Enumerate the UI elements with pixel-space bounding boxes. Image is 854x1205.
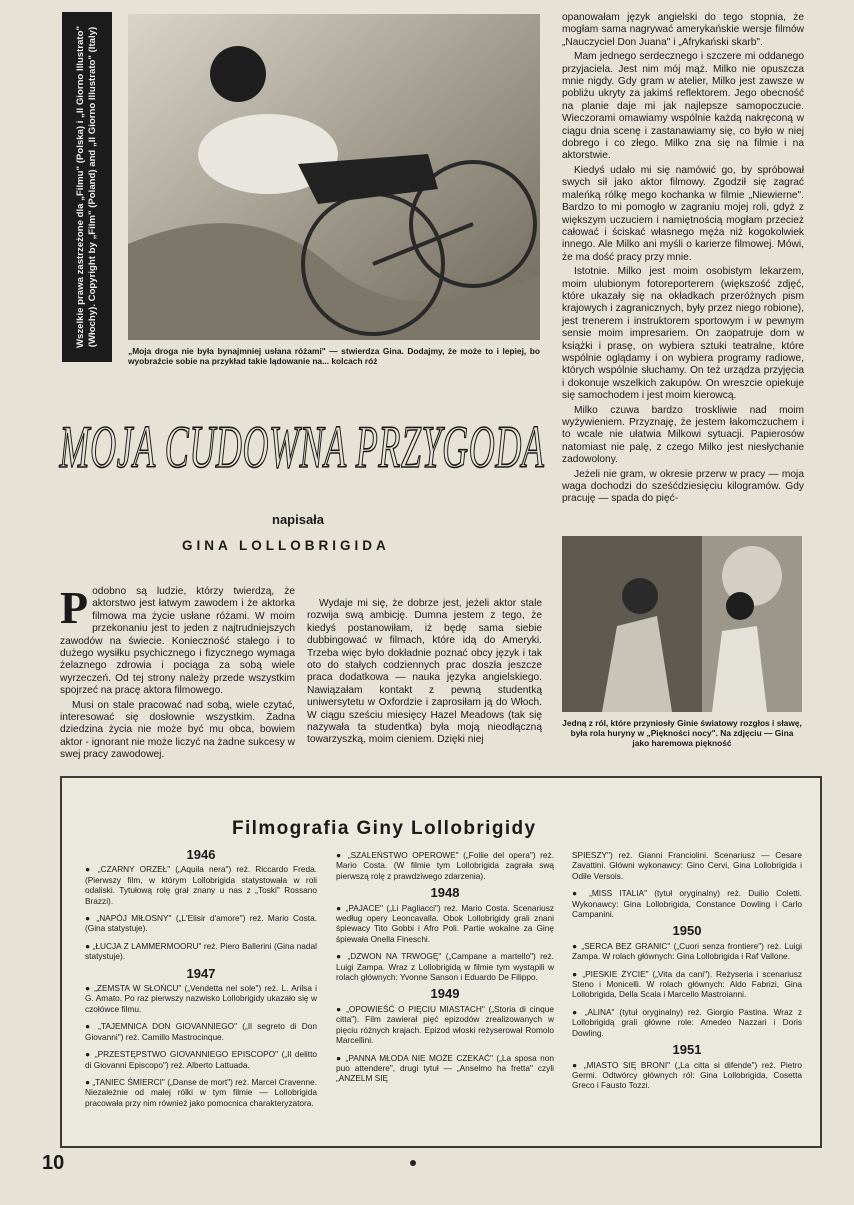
article-col3-p5: Milko czuwa bardzo troskliwie nad moim wyżywieniem. Przyznaję, że jestem łakomczuchem i to wcale nie ułatwia Milkowi sytuacji. Papierosów natomiast nie palę, z czego Milko jest niesłychanie zadowolony. (562, 404, 804, 466)
film-entry: ● „ZEMSTA W SŁOŃCU" („Vendetta nel sole") reż. L. Arilsa i G. Amato. Po raz pierwszy nazwisko Lollobrigidy ukazało się w czołówce filmu. (85, 983, 317, 1014)
copyright-text: Wszelkie prawa zastrzeżone dla „Filmu" (Polska) i „Il Giorno Illustrato" (Włochy). Copyright by „Film" (Poland) and „Il Giorno Illustrato" (Italy) (75, 25, 98, 349)
year-heading: 1946 (186, 847, 216, 862)
article-column-3 (562, 12, 804, 508)
photo-bicycle-illustration (128, 14, 540, 340)
film-entry: ● „OPOWIEŚĆ O PIĘCIU MIASTACH" („Storia di cinque citta"). Film zawierał pięć epizodów zrealizowanych w pięciu różnych krajach. Epizod włoski reżyserował Romolo Marcellini. (336, 1003, 554, 1046)
year-heading: 1950 (672, 923, 702, 939)
article-col3-p3: Kiedyś udało mi się namówić go, by spróbował swych sił jako aktor filmowy. Zgodził się zagrać maleńką rólkę mego kochanka w filmie „Niewierne". Bardzo to mi pomogło w zagraniu mojej roli, gdyż z większym uczuciem i namiętnością mogłam przecież całować i ściskać własnego męża niż kogokolwiek innego. Ale Milko ani myśli o karierze filmowej. Mówi, że ma dość pracy przy mnie. (562, 164, 804, 263)
film-entry: ● „PAJACE" („Li Pagliacci") reż. Mario Costa. Scenariusz według opery Leoncavalla. Obok Lollobrigidy grali znani śpiewacy Tito Gobbi i Afro Poli. Partie wokalne za Ginę śpiewała Onella Fineschi. (336, 902, 554, 944)
film-entry: ● „ALINA" (tytuł oryginalny) reż. Giorgio Pastina. Wraz z Lollobrigidą grali główne role: Amedeo Nazzari i Doris Dowling. (572, 1006, 802, 1038)
author-name: GINA LOLLOBRIGIDA (182, 538, 390, 553)
article-col3-p1: opanowałam język angielski do tego stopnia, że mogłam sama nagrywać amerykańskie wersje filmów „Nauczyciel Don Juana" i „Afrykański skarb". (562, 12, 804, 48)
film-entry: ● „MISS ITALIA" (tytuł oryginalny) reż. Duilio Coletti. Wykonawcy: Gina Lollobrigida, Constance Dowling i Carlo Campanini. (572, 888, 802, 920)
film-entry: ● „SZALEŃSTWO OPEROWE" („Follie del opera") reż. Mario Costa. (W filmie tym Lollobrigida zagrała swą pierwszą rolę z prawdziwego zdarzenia). (336, 850, 554, 881)
article-title (55, 392, 550, 492)
article-col2-p1: Wydaje mi się, że dobrze jest, jeżeli aktor stale rozwija swą ambicję. Dumna jestem z tego, że kiedyś postanowiłam, iż będę sama siebie dubbingować w filmach, które idą do Ameryki. Trzeba więc było dokładnie poznać obcy język i tak oto do stałych codziennych prac doszła jeszcze praca dodatkowa — nauka języka angielskiego. Nawiązałam kontakt z pewną studentką uniwersytetu w Oxfordzie i zaprosiłam ją do Włoch. W ciągu sześciu miesięcy Hazel Meadows (tak się nazywała ta studentka) była moją nieodłączną towarzyszką, moim cieniem. Dzięki niej (307, 598, 542, 746)
filmography-column-1 (85, 847, 317, 1115)
film-entry: ● „PRZESTĘPSTWO GIOVANNIEGO EPISCOPO" („Il delitto di Giovanni Episcopo") reż. Alberto Lattuada. (85, 1049, 317, 1070)
article-column-1 (60, 582, 295, 764)
filmography-column-3 (572, 850, 802, 1098)
film-entry: ● „PIESKIE ŻYCIE" („Vita da cani"). Reżyseria i scenariusz Steno i Monicelli. W rolach głównych: Aldo Fabrizi, Gina Lollobrigida, Della Scala i Marcello Mastroianni. (572, 968, 802, 1000)
film-entry: ● „SERCA BEZ GRANIC" („Cuori senza frontiere") reż. Luigi Zampa. W rolach głównych: Gina Lollobrigida i Raf Vallone. (572, 940, 802, 962)
photo1-caption: „Moja droga nie była bynajmniej usłana różami" — stwierdza Gina. Dodajmy, że może to i lepiej, bo wyobraźcie sobie na przykład takie lądowanie na... kolcach róż (128, 346, 540, 366)
photo2-caption: Jedną z ról, które przyniosły Ginie światowy rozgłos i sławę, była rola huryny w „Piękności nocy". Na zdjęciu — Gina jako haremowa piękność (562, 718, 802, 748)
article-title-text: MOJA CUDOWNA PRZYGODA (58, 414, 545, 480)
article-col3-p4: Istotnie. Milko jest moim osobistym lekarzem, moim ulubionym fotoreporterem (większość zdjęć, które ukazały się na okładkach przeróżnych pism krajowych i zagranicznych, były przez niego robione), jest trenerem i instruktorem sportowym i w pewnym sensie moim impresariem. On zaopatruje dom w książki i prasę, on wybiera sztuki teatralne, które wspólnie oglądamy i on wybiera programy radiowe, których wspólnie słuchamy. On też urządza przyjęcia i dokonuje wszelkich zakupów. On wreszcie opiekuje się samochodem i jest moim kierowcą. (562, 266, 804, 402)
article-title-lettering (55, 392, 550, 492)
film-entry: ● „MIASTO SIĘ BRONI" („La citta si difende") reż. Pietro Germi. Odtwórcy głównych ról: Gina Lollobrigida, Cosetta Greco i Fausto Tozzi. (572, 1059, 802, 1091)
photo-gina-bicycle (128, 14, 540, 340)
article-column-2 (307, 598, 542, 749)
film-entry: ● „DZWON NA TRWOGĘ" („Campane a martello") reż. Luigi Zampa. Wraz z Lollobrigidą w filmie tym wystąpili w rolach głównych: Yvonne Sanson i Eduardo De Filippo. (336, 951, 554, 983)
year-heading: 1949 (430, 986, 460, 1002)
film-entry: ● „ŁUCJA Z LAMMERMOORU" reż. Piero Ballerini (Gina nadal statystuje). (85, 940, 317, 962)
filmography-column-2 (336, 850, 554, 1091)
article-col3-p2: Mam jednego serdecznego i szczere mi oddanego przyjaciela. Jest nim mój mąż. Milko nie opuszcza mnie nigdy. Gdy gram w atelier, Milko jest zawsze w pobliżu ukryty za jakimś reflektorem. Jego obecność na planie daje mi jak najlepsze samopoczucie. Wieczorami omawiamy wspólnie każdą nakręconą w ciągu dnia scenę i zastanawiamy się, co było w niej dobrego i co złego. Milko zna się na filmie i na aktorstwie. (562, 51, 804, 162)
byline-label: napisała (272, 512, 325, 527)
film-entry: SPIESZY") reż. Gianni Franciolini. Scenariusz — Cesare Zavattini. Główni wykonawcy: Gino Cervi, Gina Lollobrigida i Odile Versois. (572, 850, 802, 881)
drop-cap: P (60, 582, 89, 633)
film-entry: ● „TAJEMNICA DON GIOVANNIEGO" („Il segreto di Don Giovanni") reż. Camillo Mastrocinque. (85, 1021, 317, 1042)
film-entry: ● „NAPÓJ MIŁOSNY" („L'Elisir d'amore") reż. Mario Costa. (Gina statystuje). (85, 913, 317, 934)
filmography-title: Filmografia Giny Lollobrigidy (232, 818, 537, 839)
article-col3-p6: Jeżeli nie gram, w okresie przerw w pracy — moja waga dochodzi do sześćdziesięciu kilogramów. Gdy pracuję — spada do pięć- (562, 468, 804, 505)
year-heading: 1948 (430, 885, 460, 901)
article-col1-p1: odobno są ludzie, którzy twierdzą, że aktorstwo jest łatwym zawodem i że aktorka filmowa ma życie usłane różami. W moim przekonaniu jest to jeden z najtrudniejszych zawodów na świecie. Konieczność stałego i to dużego wysiłku psychicznego i fizycznego wymaga żelaznego zdrowia i pociąga za sobą wiele wyrzeczeń. Od tej strony należy przede wszystkim spojrzeć na pracę aktora filmowego. (60, 586, 295, 697)
copyright-sidebar (62, 12, 112, 362)
film-entry: ● „TANIEC ŚMIERCI" („Danse de mort") reż. Marcel Cravenne. Niezależnie od małej rólki w tym filmie — Lollobrigida pracowała przy nim również jako pomocnica charakteryzatora. (85, 1076, 317, 1108)
film-entry: ● „PANNA MŁODA NIE MOŻE CZEKAĆ" („La sposa non puo attendere", drugi tytuł — „Anselmo ha fretta" czyli „ANZELM SIĘ (336, 1052, 554, 1084)
page-number: 10 (42, 1152, 65, 1174)
year-heading: 1951 (672, 1042, 702, 1058)
film-entry: ● „CZARNY ORZEŁ" („Aquila nera") reż. Riccardo Freda. (Pierwszy film, w którym Lollobrigida statystowała w roli odaliski. Tytułową rolę grał znany u nas z „Toski" Rossano Brazzi). (85, 864, 317, 906)
year-heading: 1947 (186, 965, 216, 981)
photo-gina-harem (562, 536, 802, 712)
photo-harem-illustration (562, 536, 802, 712)
center-dot (410, 1160, 416, 1166)
article-col1-p2: Musi on stale pracować nad sobą, wiele czytać, interesować się dosłownie wszystkim. Żadna dziedzina życia nie może być mu obca, bowiem aktor - ignorant nie może liczyć na żadne sukcesy w swej pracy zawodowej. (60, 699, 295, 761)
